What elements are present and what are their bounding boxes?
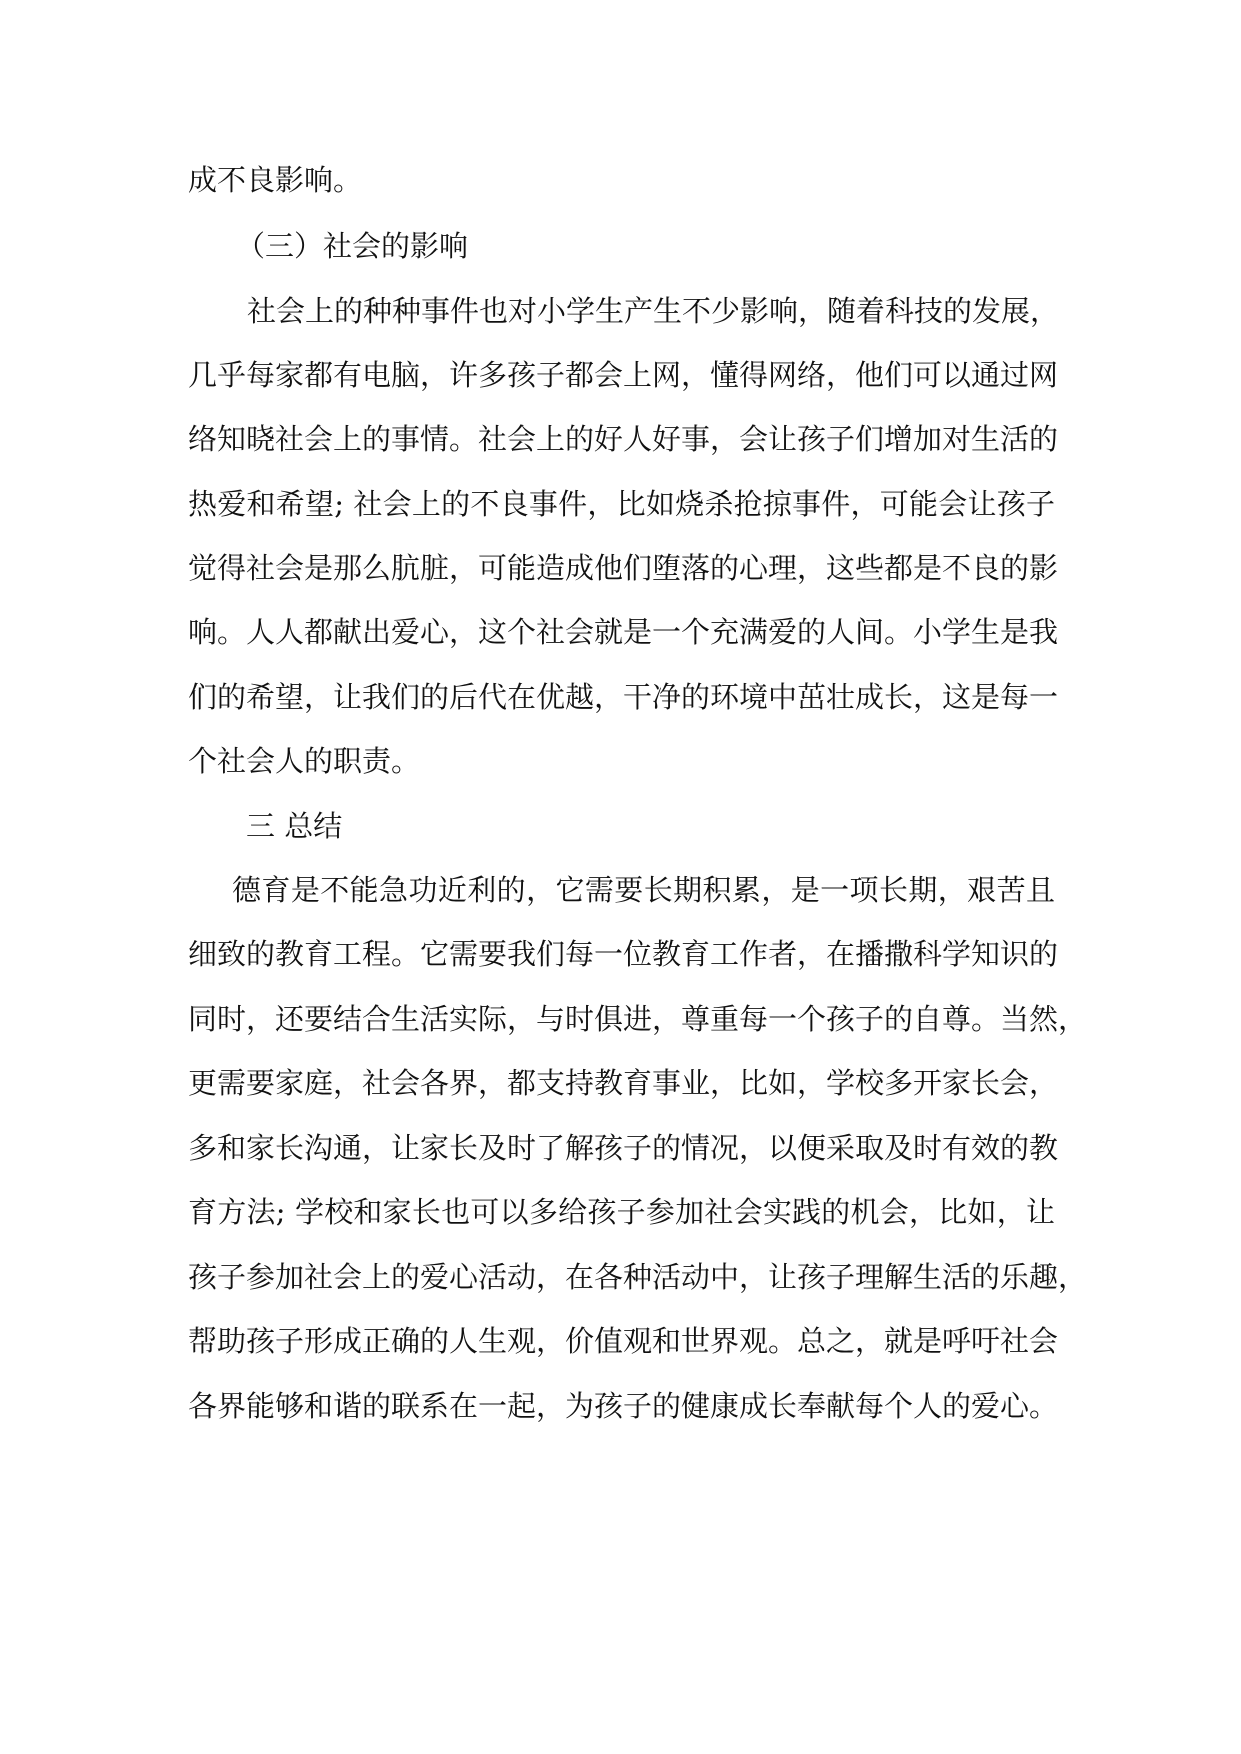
text-line: 同时，还要结合生活实际，与时俱进，尊重每一个孩子的自尊。当然， <box>188 1002 1088 1036</box>
text-line: 更需要家庭，社会各界，都支持教育事业，比如，学校多开家长会， <box>188 1066 1059 1100</box>
text-line: 络知晓社会上的事情。社会上的好人好事，会让孩子们增加对生活的 <box>188 422 1059 456</box>
text-line: 们的希望，让我们的后代在优越，干净的环境中茁壮成长，这是每一 <box>188 680 1059 714</box>
text-line: 成不良影响。 <box>188 163 363 197</box>
text-line: 帮助孩子形成正确的人生观，价值观和世界观。总之，就是呼吁社会 <box>188 1324 1059 1358</box>
text-line: 各界能够和谐的联系在一起，为孩子的健康成长奉献每个人的爱心。 <box>188 1389 1059 1423</box>
text-line: 几乎每家都有电脑，许多孩子都会上网，懂得网络，他们可以通过网 <box>188 358 1059 392</box>
section-heading: （三）社会的影响 <box>236 229 469 263</box>
text-line: 德育是不能急功近利的，它需要长期积累，是一项长期，艰苦且 <box>232 873 1055 907</box>
text-line: 觉得社会是那么肮脏，可能造成他们堕落的心理，这些都是不良的影 <box>188 551 1059 585</box>
text-line: 孩子参加社会上的爱心活动，在各种活动中，让孩子理解生活的乐趣， <box>188 1260 1088 1294</box>
text-line: 多和家长沟通，让家长及时了解孩子的情况，以便采取及时有效的教 <box>188 1131 1059 1165</box>
text-line: 细致的教育工程。它需要我们每一位教育工作者，在播撒科学知识的 <box>188 937 1059 971</box>
text-line: 热爱和希望; 社会上的不良事件，比如烧杀抢掠事件，可能会让孩子 <box>188 487 1055 521</box>
text-line: 响。人人都献出爱心，这个社会就是一个充满爱的人间。小学生是我 <box>188 615 1059 649</box>
text-line: 个社会人的职责。 <box>188 744 421 778</box>
section-heading: 三 总结 <box>246 809 343 843</box>
text-line: 社会上的种种事件也对小学生产生不少影响，随着科技的发展， <box>247 294 1060 328</box>
text-line: 育方法; 学校和家长也可以多给孩子参加社会实践的机会，比如，让 <box>188 1195 1055 1229</box>
